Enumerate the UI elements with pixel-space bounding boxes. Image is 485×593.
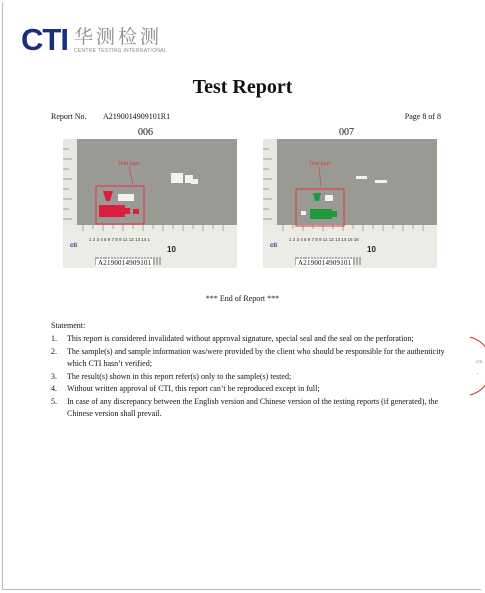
- photo-number-007: 007: [339, 127, 354, 138]
- page-number: Page 8 of 8: [404, 112, 441, 121]
- logo-english-text: CENTRE TESTING INTERNATIONAL: [73, 47, 167, 54]
- statement-item-number: 4.: [51, 384, 57, 393]
- ruler-number-006: 10: [167, 245, 176, 254]
- statement-item: [51, 383, 456, 395]
- statement-item-number: 1.: [51, 334, 57, 343]
- statement-heading: Statement:: [51, 321, 86, 330]
- svg-text:1 2 3 4 5 6 7 8 9: 1 2 3 4 5 6 7 8 9 11 12 13 14 15 16: [289, 237, 359, 242]
- statement-item: [51, 333, 456, 345]
- statement-item-text: The sample(s) and sample information was/were provided by the client who should be responsible for the authenticity which CTI hasn’t verified;: [67, 347, 445, 368]
- logo-text-block: [74, 26, 167, 54]
- report-number-label: Report No.: [51, 112, 87, 121]
- svg-text:*: *: [477, 372, 479, 376]
- logo-chinese-text: 华测检测: [73, 25, 162, 48]
- statement-item: [51, 346, 456, 369]
- ruler-label-007: cti: [270, 243, 278, 249]
- perforation-seal-icon: [466, 335, 485, 397]
- sample-photo-007: [263, 139, 437, 268]
- statement-item: [51, 371, 456, 383]
- sample-photo-006: [63, 139, 237, 268]
- barcode-text-006: A2190014909101: [98, 259, 152, 267]
- statement-item-text: The result(s) shown in this report refer(s) only to the sample(s) tested;: [67, 372, 292, 381]
- statement-item-number: 5.: [51, 397, 57, 406]
- statement-item-text: This report is considered invalidated without approval signature, special seal and the seal on the perforation;: [67, 334, 414, 343]
- page-title: Test Report: [192, 76, 293, 98]
- barcode-text-007: A2190014909101: [298, 259, 352, 267]
- cti-logo: [21, 24, 167, 55]
- test-part-annotation-007: Test part: [309, 161, 331, 167]
- svg-text:1 2 3 4 5 6 7 8 9: 1 2 3 4 5 6 7 8 9 11 12 13 14 1: [89, 237, 150, 242]
- logo-cti-text: CTI: [21, 22, 68, 57]
- end-of-report: *** End of Report ***: [205, 294, 280, 303]
- ruler-number-007: 10: [367, 245, 376, 254]
- statement-item-text: Without written approval of CTI, this report can’t be reproduced except in full;: [67, 384, 320, 393]
- photo-number-006: 006: [138, 127, 153, 138]
- ruler-label-006: cti: [70, 243, 78, 249]
- test-part-annotation-006: Test part: [118, 161, 140, 167]
- statement-item-number: 2.: [51, 347, 57, 356]
- statement-item-text: In case of any discrepancy between the English version and Chinese version of the testing reports (if generated), the Chinese version shall prevail.: [67, 397, 439, 418]
- report-number-value: A2190014909101R1: [103, 112, 171, 121]
- statement-item-number: 3.: [51, 372, 57, 381]
- svg-text:CTI: CTI: [476, 359, 483, 364]
- statement-item: [51, 396, 456, 419]
